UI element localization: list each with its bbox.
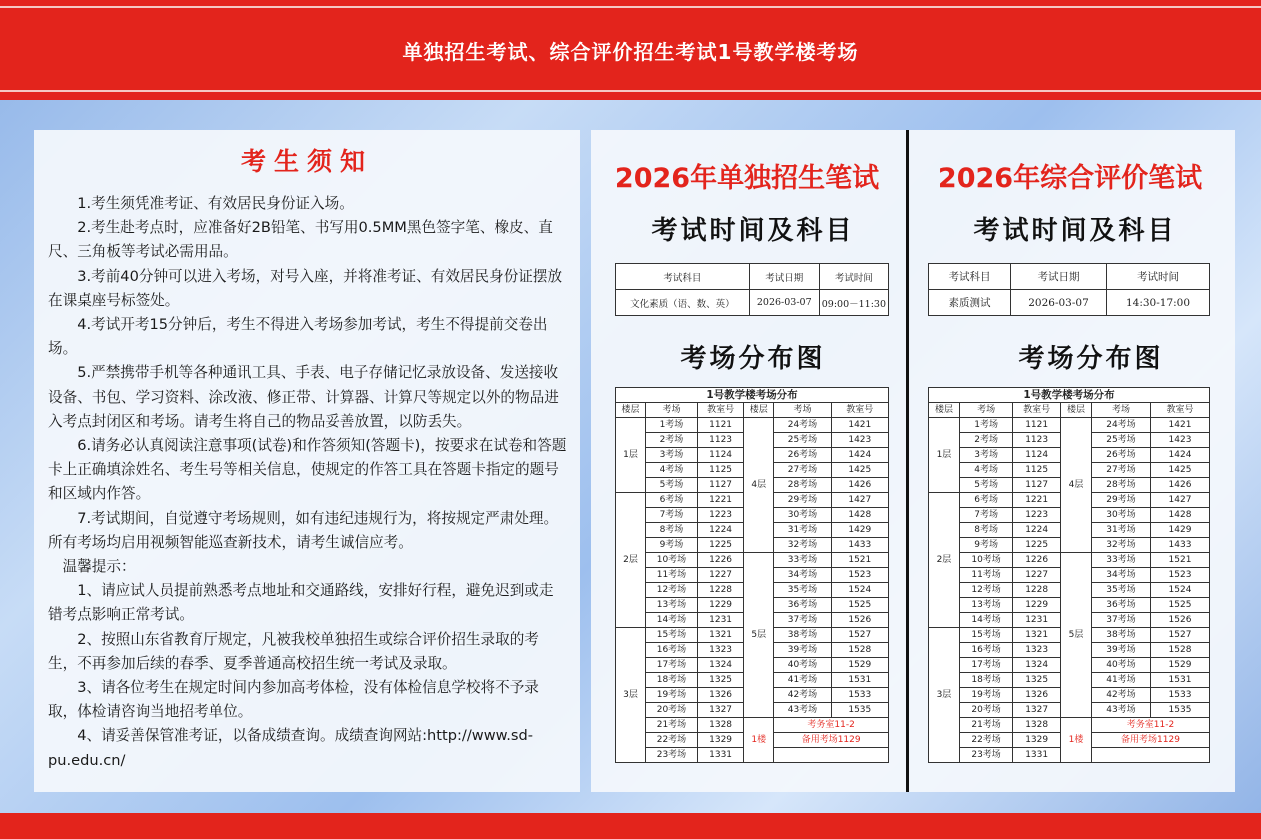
room-number: 1424 [831, 448, 888, 463]
room-number: 1229 [697, 598, 743, 613]
room-number: 1531 [1150, 673, 1209, 688]
room-name: 7考场 [959, 508, 1012, 523]
room-number: 1127 [1013, 478, 1061, 493]
room-name: 36考场 [774, 598, 831, 613]
room-table-header: 考场 [959, 403, 1012, 418]
room-name: 19考场 [646, 688, 698, 703]
room-number: 1428 [831, 508, 888, 523]
room-number: 1426 [1150, 478, 1209, 493]
room-number: 1429 [831, 523, 888, 538]
room-table-header: 教室号 [1013, 403, 1061, 418]
room-name: 2考场 [959, 433, 1012, 448]
notice-item: 6.请务必认真阅读注意事项(试卷)和作答须知(答题卡)，按要求在试卷和答题卡上正确填涂姓名、考生号等相关信息，使规定的作答工具在答题卡指定的题号和区域内作答。 [48, 437, 567, 503]
table-row [929, 718, 1210, 733]
table-row [616, 718, 889, 733]
room-number: 1223 [697, 508, 743, 523]
room-name: 4考场 [646, 463, 698, 478]
room-name: 23考场 [959, 748, 1012, 763]
room-name: 30考场 [1091, 508, 1150, 523]
room-name: 38考场 [1091, 628, 1150, 643]
floor-label: 2层 [616, 493, 646, 628]
room-name: 4考场 [959, 463, 1012, 478]
exam-b-title: 2026年综合评价笔试 [937, 163, 1203, 194]
exam-a-map-heading: 考场分布图 [680, 344, 826, 374]
room-name: 1考场 [646, 418, 698, 433]
room-number: 1221 [1013, 493, 1061, 508]
room-name: 32考场 [1091, 538, 1150, 553]
notice-item: 7.考试期间，自觉遵守考场规则，如有违纪违规行为，将按规定严肃处理。所有考场均启用视频智能巡查新技术，请考生诚信应考。 [48, 509, 559, 551]
room-number: 1125 [1013, 463, 1061, 478]
room-number: 1326 [697, 688, 743, 703]
notice-title: 考生须知 [240, 147, 373, 176]
room-name: 39考场 [774, 643, 831, 658]
room-number: 1425 [1150, 463, 1209, 478]
room-name: 12考场 [959, 583, 1012, 598]
room-name: 27考场 [1091, 463, 1150, 478]
room-name: 20考场 [646, 703, 698, 718]
room-number: 1424 [1150, 448, 1209, 463]
room-name: 17考场 [959, 658, 1012, 673]
room-name: 25考场 [1091, 433, 1150, 448]
floor-label: 3层 [616, 628, 646, 763]
room-number: 1526 [831, 613, 888, 628]
room-name: 32考场 [774, 538, 831, 553]
table-row [929, 418, 1210, 433]
room-name: 21考场 [646, 718, 698, 733]
empty-cell [774, 748, 889, 763]
schedule-header: 考试日期 [1011, 264, 1107, 290]
room-number: 1124 [697, 448, 743, 463]
room-name: 17考场 [646, 658, 698, 673]
room-number: 1125 [697, 463, 743, 478]
schedule-date: 2026-03-07 [1011, 290, 1107, 316]
room-number: 1223 [1013, 508, 1061, 523]
room-number: 1433 [831, 538, 888, 553]
room-number: 1226 [1013, 553, 1061, 568]
schedule-time: 09:00－11:30 [819, 290, 888, 316]
room-name: 35考场 [1091, 583, 1150, 598]
room-number: 1221 [697, 493, 743, 508]
room-name: 5考场 [959, 478, 1012, 493]
floor-label: 4层 [1061, 418, 1092, 553]
room-number: 1224 [1013, 523, 1061, 538]
room-name: 31考场 [774, 523, 831, 538]
notice-item: 3.考前40分钟可以进入考场，对号入座，并将准考证、有效居民身份证摆放在课桌座号标签处。 [48, 267, 563, 309]
floor-label: 2层 [929, 493, 960, 628]
room-name: 18考场 [959, 673, 1012, 688]
backup-room-label: 备用考场1129 [1091, 733, 1209, 748]
exam-b-schedule-heading: 考试时间及科目 [973, 216, 1177, 246]
room-number: 1427 [831, 493, 888, 508]
room-number: 1123 [1013, 433, 1061, 448]
tip-item: 1、请应试人员提前熟悉考点地址和交通路线，安排好行程，避免迟到或走错考点影响正常考试。 [48, 582, 554, 624]
footer-band [0, 813, 1261, 839]
room-number: 1428 [1150, 508, 1209, 523]
room-name: 24考场 [1091, 418, 1150, 433]
floor-label: 4层 [744, 418, 774, 553]
room-name: 14考场 [646, 613, 698, 628]
room-table-header: 教室号 [697, 403, 743, 418]
floor-label: 3层 [929, 628, 960, 763]
extra-floor-label: 1楼 [744, 718, 774, 763]
exam-b-map-heading: 考场分布图 [1018, 344, 1164, 374]
room-name: 6考场 [959, 493, 1012, 508]
room-name: 28考场 [774, 478, 831, 493]
room-number: 1523 [831, 568, 888, 583]
room-number: 1521 [831, 553, 888, 568]
exam-a-schedule-table [615, 263, 889, 316]
room-number: 1421 [831, 418, 888, 433]
room-name: 42考场 [774, 688, 831, 703]
room-name: 9考场 [959, 538, 1012, 553]
room-name: 34考场 [1091, 568, 1150, 583]
room-name: 18考场 [646, 673, 698, 688]
room-name: 29考场 [774, 493, 831, 508]
room-name: 30考场 [774, 508, 831, 523]
room-name: 22考场 [959, 733, 1012, 748]
room-number: 1521 [1150, 553, 1209, 568]
room-number: 1227 [1013, 568, 1061, 583]
notice-body [48, 192, 568, 773]
schedule-time: 14:30-17:00 [1107, 290, 1210, 316]
room-number: 1325 [697, 673, 743, 688]
room-name: 16考场 [959, 643, 1012, 658]
room-name: 33考场 [774, 553, 831, 568]
room-number: 1321 [1013, 628, 1061, 643]
tip-item: 3、请各位考生在规定时间内参加高考体检，没有体检信息学校将不予录取，体检请咨询当地招考单位。 [48, 679, 539, 721]
notice-item: 1.考生须凭准考证、有效居民身份证入场。 [77, 195, 354, 212]
room-number: 1327 [697, 703, 743, 718]
room-number: 1525 [831, 598, 888, 613]
room-name: 20考场 [959, 703, 1012, 718]
room-number: 1231 [697, 613, 743, 628]
room-name: 38考场 [774, 628, 831, 643]
page-title: 单独招生考试、综合评价招生考试1号教学楼考场 [402, 40, 859, 64]
room-number: 1529 [831, 658, 888, 673]
room-number: 1527 [831, 628, 888, 643]
room-name: 16考场 [646, 643, 698, 658]
room-number: 1227 [697, 568, 743, 583]
table-row [616, 553, 889, 568]
room-name: 6考场 [646, 493, 698, 508]
room-name: 15考场 [959, 628, 1012, 643]
room-name: 13考场 [959, 598, 1012, 613]
room-number: 1321 [697, 628, 743, 643]
room-name: 28考场 [1091, 478, 1150, 493]
room-number: 1224 [697, 523, 743, 538]
schedule-header: 考试日期 [749, 264, 819, 290]
room-name: 3考场 [646, 448, 698, 463]
room-table-caption: 1号教学楼考场分布 [616, 388, 889, 403]
floor-label: 5层 [744, 553, 774, 718]
room-number: 1121 [1013, 418, 1061, 433]
room-number: 1421 [1150, 418, 1209, 433]
room-name: 11考场 [646, 568, 698, 583]
room-number: 1328 [697, 718, 743, 733]
room-number: 1423 [1150, 433, 1209, 448]
room-number: 1525 [1150, 598, 1209, 613]
room-number: 1121 [697, 418, 743, 433]
room-table-caption: 1号教学楼考场分布 [929, 388, 1210, 403]
room-number: 1533 [1150, 688, 1209, 703]
room-name: 11考场 [959, 568, 1012, 583]
room-name: 37考场 [774, 613, 831, 628]
room-number: 1433 [1150, 538, 1209, 553]
room-number: 1228 [697, 583, 743, 598]
room-table-header: 考场 [646, 403, 698, 418]
room-table-header: 楼层 [744, 403, 774, 418]
room-name: 8考场 [959, 523, 1012, 538]
room-name: 39考场 [1091, 643, 1150, 658]
room-number: 1228 [1013, 583, 1061, 598]
room-name: 36考场 [1091, 598, 1150, 613]
room-number: 1229 [1013, 598, 1061, 613]
exam-a-title: 2026年单独招生笔试 [614, 163, 880, 194]
room-name: 26考场 [1091, 448, 1150, 463]
room-name: 15考场 [646, 628, 698, 643]
room-name: 24考场 [774, 418, 831, 433]
room-number: 1429 [1150, 523, 1209, 538]
room-table-header: 教室号 [1150, 403, 1209, 418]
room-name: 37考场 [1091, 613, 1150, 628]
room-number: 1325 [1013, 673, 1061, 688]
room-name: 13考场 [646, 598, 698, 613]
schedule-header: 考试时间 [1107, 264, 1210, 290]
schedule-header: 考试科目 [929, 264, 1011, 290]
room-number: 1329 [1013, 733, 1061, 748]
room-table-header: 考场 [1091, 403, 1150, 418]
extra-floor-label: 1楼 [1061, 718, 1092, 763]
exam-a-room-table [615, 387, 889, 763]
room-number: 1523 [1150, 568, 1209, 583]
room-number: 1527 [1150, 628, 1209, 643]
room-name: 12考场 [646, 583, 698, 598]
room-name: 19考场 [959, 688, 1012, 703]
room-number: 1323 [1013, 643, 1061, 658]
room-table-header: 考场 [774, 403, 831, 418]
schedule-header: 考试科目 [616, 264, 750, 290]
room-number: 1528 [831, 643, 888, 658]
floor-label: 1层 [616, 418, 646, 493]
room-number: 1529 [1150, 658, 1209, 673]
room-name: 22考场 [646, 733, 698, 748]
room-table-header: 楼层 [929, 403, 960, 418]
room-name: 10考场 [959, 553, 1012, 568]
room-name: 35考场 [774, 583, 831, 598]
notice-item: 4.考试开考15分钟后，考生不得进入考场参加考试，考生不得提前交卷出场。 [48, 316, 548, 358]
room-number: 1526 [1150, 613, 1209, 628]
room-table-header: 楼层 [616, 403, 646, 418]
floor-label: 1层 [929, 418, 960, 493]
room-name: 41考场 [1091, 673, 1150, 688]
empty-cell [1091, 748, 1209, 763]
tip-item: 2、按照山东省教育厅规定，凡被我校单独招生或综合评价招生录取的考生，不再参加后续的春季、夏季普通高校招生统一考试及录取。 [48, 630, 539, 672]
room-table-header: 楼层 [1061, 403, 1092, 418]
exam-office-label: 考务室11-2 [1091, 718, 1209, 733]
room-name: 10考场 [646, 553, 698, 568]
room-name: 42考场 [1091, 688, 1150, 703]
room-number: 1331 [1013, 748, 1061, 763]
room-name: 3考场 [959, 448, 1012, 463]
room-name: 1考场 [959, 418, 1012, 433]
room-number: 1535 [1150, 703, 1209, 718]
room-name: 8考场 [646, 523, 698, 538]
room-name: 2考场 [646, 433, 698, 448]
room-table-header: 教室号 [831, 403, 888, 418]
room-number: 1535 [831, 703, 888, 718]
room-name: 31考场 [1091, 523, 1150, 538]
room-number: 1123 [697, 433, 743, 448]
room-number: 1423 [831, 433, 888, 448]
room-name: 43考场 [1091, 703, 1150, 718]
room-number: 1225 [1013, 538, 1061, 553]
room-number: 1124 [1013, 448, 1061, 463]
room-number: 1531 [831, 673, 888, 688]
room-name: 7考场 [646, 508, 698, 523]
backup-room-label: 备用考场1129 [774, 733, 889, 748]
room-name: 5考场 [646, 478, 698, 493]
exam-b-room-table [928, 387, 1210, 763]
table-row [929, 553, 1210, 568]
room-name: 41考场 [774, 673, 831, 688]
room-number: 1524 [1150, 583, 1209, 598]
room-number: 1323 [697, 643, 743, 658]
schedule-subject: 素质测试 [929, 290, 1011, 316]
room-number: 1528 [1150, 643, 1209, 658]
notice-item: 5.严禁携带手机等各种通讯工具、手表、电子存储记忆录放设备、发送接收设备、书包、学习资料、涂改液、修正带、计算器、计算尺等规定以外的物品进入考点封闭区和考场。请考生将自己的物品妥善放置，以防丢失。 [48, 364, 559, 430]
room-number: 1231 [1013, 613, 1061, 628]
notice-item: 2.考生赴考点时，应准备好2B铅笔、书写用0.5MM黑色签字笔、橡皮、直尺、三角板等考试必需用品。 [48, 219, 553, 261]
room-number: 1326 [1013, 688, 1061, 703]
floor-label: 5层 [1061, 553, 1092, 718]
room-name: 34考场 [774, 568, 831, 583]
room-name: 40考场 [1091, 658, 1150, 673]
room-number: 1226 [697, 553, 743, 568]
room-number: 1327 [1013, 703, 1061, 718]
room-number: 1127 [697, 478, 743, 493]
room-name: 23考场 [646, 748, 698, 763]
schedule-date: 2026-03-07 [749, 290, 819, 316]
table-row [616, 418, 889, 433]
room-name: 25考场 [774, 433, 831, 448]
room-name: 43考场 [774, 703, 831, 718]
room-name: 40考场 [774, 658, 831, 673]
room-name: 27考场 [774, 463, 831, 478]
tip-item: 4、请妥善保管准考证，以备成绩查询。成绩查询网站:http://www.sd-pu.edu.cn/ [48, 727, 533, 769]
room-number: 1524 [831, 583, 888, 598]
room-number: 1328 [1013, 718, 1061, 733]
room-number: 1533 [831, 688, 888, 703]
room-number: 1331 [697, 748, 743, 763]
room-name: 33考场 [1091, 553, 1150, 568]
room-name: 21考场 [959, 718, 1012, 733]
room-number: 1425 [831, 463, 888, 478]
room-number: 1329 [697, 733, 743, 748]
schedule-subject: 文化素质（语、数、英） [616, 290, 750, 316]
room-number: 1427 [1150, 493, 1209, 508]
room-number: 1225 [697, 538, 743, 553]
exam-a-schedule-heading: 考试时间及科目 [651, 216, 855, 246]
room-number: 1324 [1013, 658, 1061, 673]
tips-title: 温馨提示： [62, 558, 136, 576]
room-name: 9考场 [646, 538, 698, 553]
room-number: 1324 [697, 658, 743, 673]
exam-office-label: 考务室11-2 [774, 718, 889, 733]
room-number: 1426 [831, 478, 888, 493]
room-name: 14考场 [959, 613, 1012, 628]
room-name: 26考场 [774, 448, 831, 463]
exam-b-schedule-table [928, 263, 1210, 316]
room-name: 29考场 [1091, 493, 1150, 508]
schedule-header: 考试时间 [819, 264, 888, 290]
